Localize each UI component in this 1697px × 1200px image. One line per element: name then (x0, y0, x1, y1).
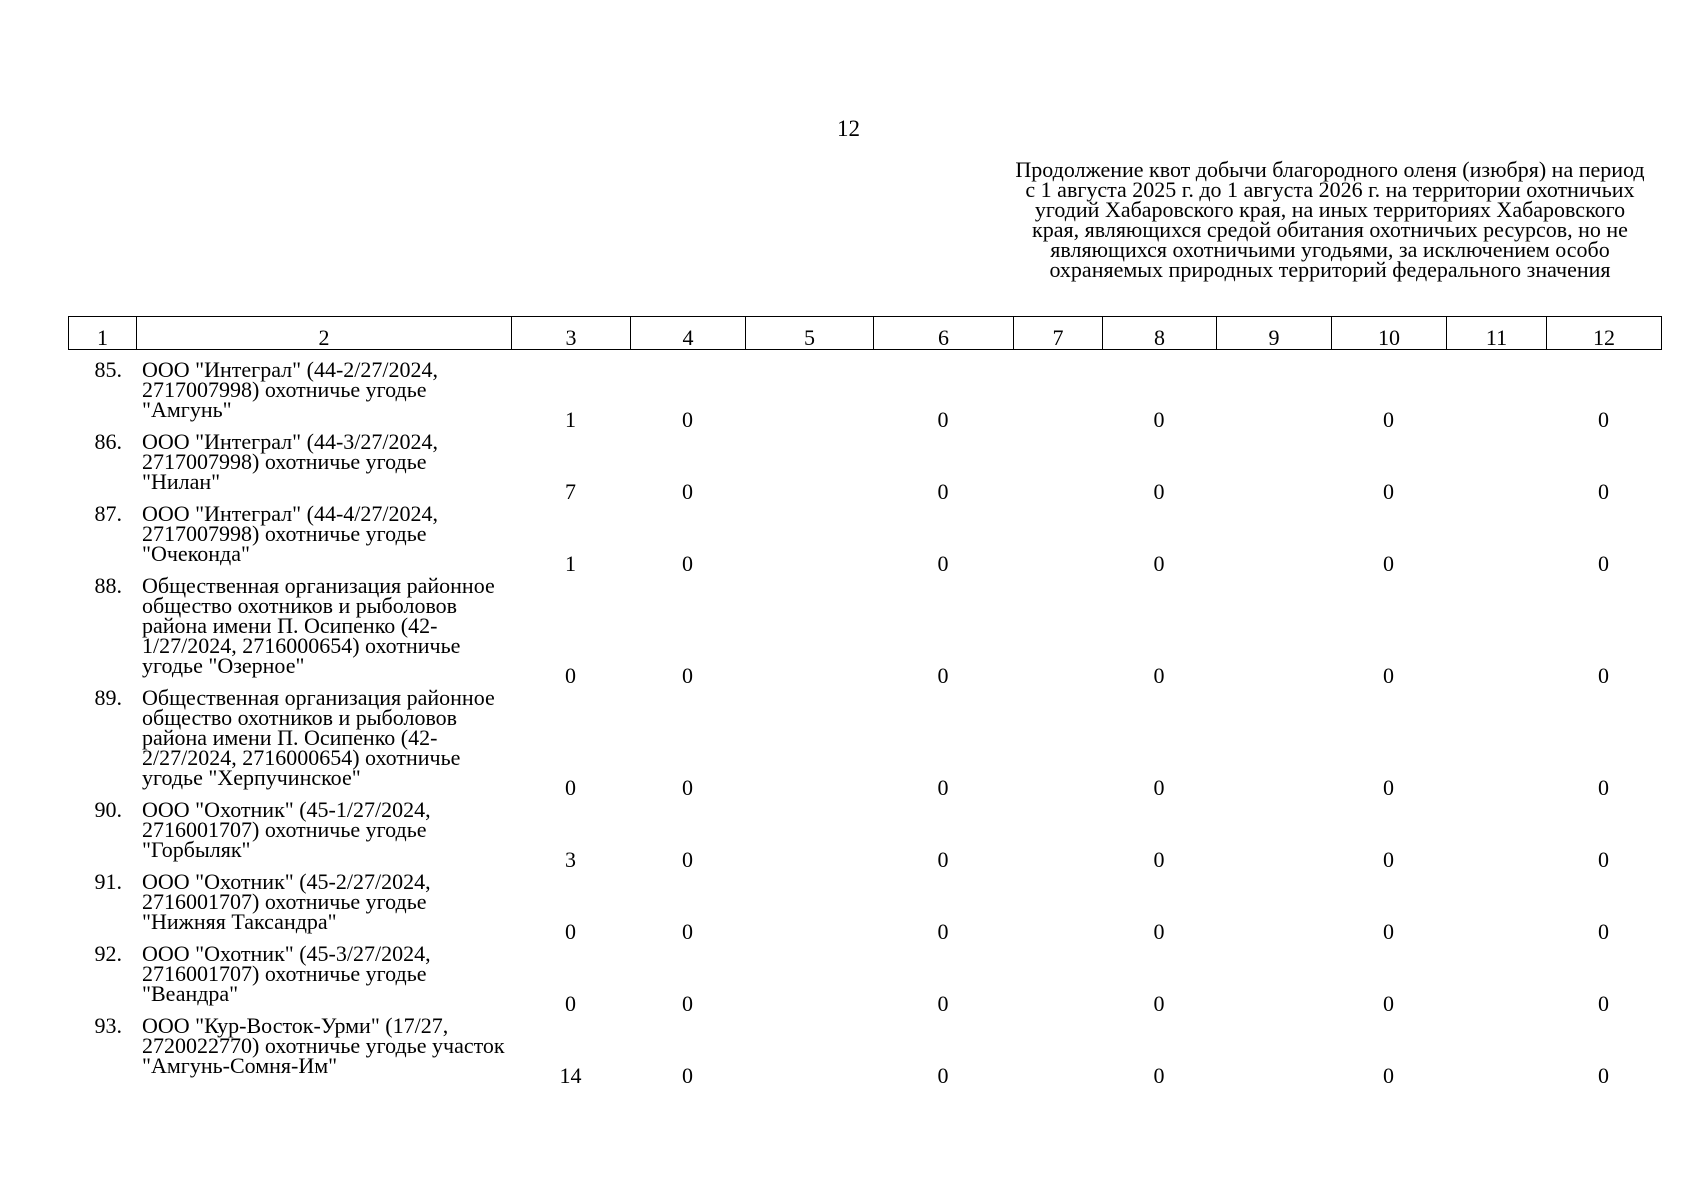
quota-cell-8: 0 (1153, 407, 1165, 432)
quota-cell-4: 0 (682, 1063, 693, 1088)
quota-cell-11 (1446, 944, 1546, 1016)
column-header: 9 (1217, 317, 1332, 350)
quota-cell-7 (1013, 688, 1102, 800)
quota-cell-9 (1216, 944, 1331, 1016)
quota-cell-9 (1216, 432, 1331, 504)
quota-cell-5 (745, 360, 873, 432)
quota-cell-8: 0 (1153, 919, 1165, 944)
quota-table (68, 357, 1661, 1088)
quota-cell-3: 0 (565, 919, 576, 944)
quota-cell-9 (1216, 800, 1331, 872)
column-header: 10 (1332, 317, 1447, 350)
quota-cell-10: 0 (1383, 775, 1394, 800)
row-number: 86. (94, 429, 122, 454)
hunting-ground-name: ООО "Кур-Восток-Урми" (17/27, 2720022770) охотничье угодье участок "Амгунь-Сомня-Им" (142, 1013, 505, 1078)
row-number: 90. (94, 797, 122, 822)
quota-cell-5 (745, 1016, 873, 1088)
quota-cell-12: 0 (1598, 919, 1609, 944)
page-number: 12 (837, 116, 860, 141)
quota-cell-7 (1013, 1016, 1102, 1088)
table-row (68, 1016, 1661, 1088)
table-row (68, 800, 1661, 872)
quota-cell-10: 0 (1383, 663, 1394, 688)
quota-cell-8: 0 (1153, 551, 1165, 576)
quota-cell-4: 0 (682, 919, 693, 944)
quota-cell-7 (1013, 360, 1102, 432)
quota-cell-8: 0 (1153, 991, 1165, 1016)
hunting-ground-name: ООО "Интеграл" (44-3/27/2024, 2717007998) охотничье угодье "Нилан" (142, 429, 439, 494)
quota-cell-5 (745, 504, 873, 576)
quota-cell-9 (1216, 1016, 1331, 1088)
quota-cell-4: 0 (682, 847, 693, 872)
quota-cell-10: 0 (1383, 991, 1394, 1016)
row-number: 85. (94, 357, 122, 382)
quota-cell-12: 0 (1598, 479, 1609, 504)
row-number: 93. (94, 1013, 122, 1038)
quota-cell-11 (1446, 432, 1546, 504)
quota-cell-9 (1216, 504, 1331, 576)
hunting-ground-name: ООО "Охотник" (45-3/27/2024, 2716001707) охотничье угодье "Веандра" (142, 941, 431, 1006)
quota-cell-7 (1013, 872, 1102, 944)
column-header: 8 (1103, 317, 1217, 350)
quota-cell-6: 0 (937, 407, 949, 432)
quota-cell-3: 7 (565, 479, 576, 504)
quota-cell-12: 0 (1598, 847, 1609, 872)
quota-cell-9 (1216, 872, 1331, 944)
quota-cell-6: 0 (937, 847, 949, 872)
header-row (69, 317, 1662, 350)
column-header: 2 (137, 317, 512, 350)
quota-cell-10: 0 (1383, 407, 1394, 432)
column-header: 3 (512, 317, 631, 350)
quota-cell-10: 0 (1383, 919, 1394, 944)
quota-cell-5 (745, 800, 873, 872)
quota-cell-8: 0 (1153, 1063, 1165, 1088)
quota-cell-12: 0 (1598, 663, 1609, 688)
quota-cell-10: 0 (1383, 479, 1394, 504)
quota-cell-12: 0 (1598, 407, 1609, 432)
column-header: 11 (1447, 317, 1547, 350)
quota-cell-6: 0 (937, 919, 949, 944)
quota-cell-7 (1013, 800, 1102, 872)
quota-cell-4: 0 (682, 991, 693, 1016)
row-number: 89. (94, 685, 122, 710)
quota-cell-5 (745, 944, 873, 1016)
quota-cell-3: 3 (565, 847, 576, 872)
quota-cell-9 (1216, 360, 1331, 432)
table-row (68, 576, 1661, 688)
quota-cell-10: 0 (1383, 1063, 1394, 1088)
quota-cell-3: 0 (565, 775, 576, 800)
hunting-ground-name: ООО "Интеграл" (44-4/27/2024, 2717007998) охотничье угодье "Очеконда" (142, 501, 439, 566)
quota-cell-12: 0 (1598, 551, 1609, 576)
quota-cell-11 (1446, 360, 1546, 432)
hunting-ground-name: Общественная организация районное общество охотников и рыболовов района имени П. Осипенко (42-1/27/2024, 2716000654) охотничье угодье "Озерное" (142, 573, 495, 678)
table-row (68, 432, 1661, 504)
quota-cell-6: 0 (937, 663, 949, 688)
quota-cell-7 (1013, 944, 1102, 1016)
quota-cell-11 (1446, 688, 1546, 800)
quota-cell-3: 0 (565, 991, 576, 1016)
table-row (68, 872, 1661, 944)
quota-cell-5 (745, 688, 873, 800)
table-body (68, 357, 1661, 1088)
quota-cell-8: 0 (1153, 479, 1165, 504)
table-heading: Продолжение квот добычи благородного оленя (изюбря) на период с 1 августа 2025 г. до 1 августа 2026 г. на территории охотничьих угодий Хабаровского края, на иных территориях Хабаровского края, являющихся средой обитания охотничьих ресурсов, но не являющихся охотничьими угодьями, за исключением особо охраняемых природных территорий федерального значения (1015, 157, 1645, 282)
quota-cell-8: 0 (1153, 775, 1165, 800)
hunting-ground-name: ООО "Охотник" (45-2/27/2024, 2716001707) охотничье угодье "Нижняя Таксандра" (142, 869, 431, 934)
quota-cell-12: 0 (1598, 1063, 1609, 1088)
quota-cell-9 (1216, 576, 1331, 688)
quota-cell-7 (1013, 504, 1102, 576)
quota-cell-4: 0 (682, 407, 693, 432)
quota-cell-8: 0 (1153, 663, 1165, 688)
quota-cell-6: 0 (937, 991, 949, 1016)
quota-cell-3: 14 (559, 1063, 582, 1088)
hunting-ground-name: ООО "Интеграл" (44-2/27/2024, 2717007998) охотничье угодье "Амгунь" (142, 357, 439, 422)
quota-cell-6: 0 (937, 479, 949, 504)
row-number: 88. (94, 573, 122, 598)
column-header: 5 (746, 317, 874, 350)
quota-cell-8: 0 (1153, 847, 1165, 872)
quota-cell-5 (745, 432, 873, 504)
quota-cell-10: 0 (1383, 551, 1394, 576)
table-row (68, 360, 1661, 432)
column-header: 6 (874, 317, 1014, 350)
quota-cell-11 (1446, 504, 1546, 576)
column-header: 7 (1014, 317, 1103, 350)
quota-cell-5 (745, 872, 873, 944)
quota-cell-6: 0 (937, 551, 949, 576)
quota-cell-9 (1216, 688, 1331, 800)
column-number-header (68, 316, 1662, 350)
quota-cell-6: 0 (937, 775, 949, 800)
row-number: 87. (94, 501, 122, 526)
quota-cell-3: 1 (565, 407, 576, 432)
hunting-ground-name: Общественная организация районное общество охотников и рыболовов района имени П. Осипенко (42-2/27/2024, 2716000654) охотничье угодье "Херпучинское" (142, 685, 495, 790)
quota-cell-11 (1446, 872, 1546, 944)
quota-cell-4: 0 (682, 479, 693, 504)
quota-cell-3: 0 (565, 663, 576, 688)
quota-cell-6: 0 (937, 1063, 949, 1088)
quota-cell-7 (1013, 432, 1102, 504)
quota-cell-11 (1446, 1016, 1546, 1088)
column-header: 1 (69, 317, 137, 350)
quota-cell-12: 0 (1598, 775, 1609, 800)
quota-cell-11 (1446, 576, 1546, 688)
quota-cell-7 (1013, 576, 1102, 688)
table-row (68, 688, 1661, 800)
row-number: 92. (94, 941, 122, 966)
quota-cell-3: 1 (565, 551, 576, 576)
quota-cell-10: 0 (1383, 847, 1394, 872)
column-header: 4 (631, 317, 746, 350)
table-row (68, 944, 1661, 1016)
quota-cell-12: 0 (1598, 991, 1609, 1016)
quota-cell-11 (1446, 800, 1546, 872)
table-row (68, 504, 1661, 576)
row-number: 91. (94, 869, 122, 894)
quota-cell-4: 0 (682, 663, 693, 688)
quota-cell-4: 0 (682, 551, 693, 576)
quota-cell-4: 0 (682, 775, 693, 800)
column-header: 12 (1547, 317, 1662, 350)
quota-cell-5 (745, 576, 873, 688)
hunting-ground-name: ООО "Охотник" (45-1/27/2024, 2716001707) охотничье угодье "Горбыляк" (142, 797, 431, 862)
